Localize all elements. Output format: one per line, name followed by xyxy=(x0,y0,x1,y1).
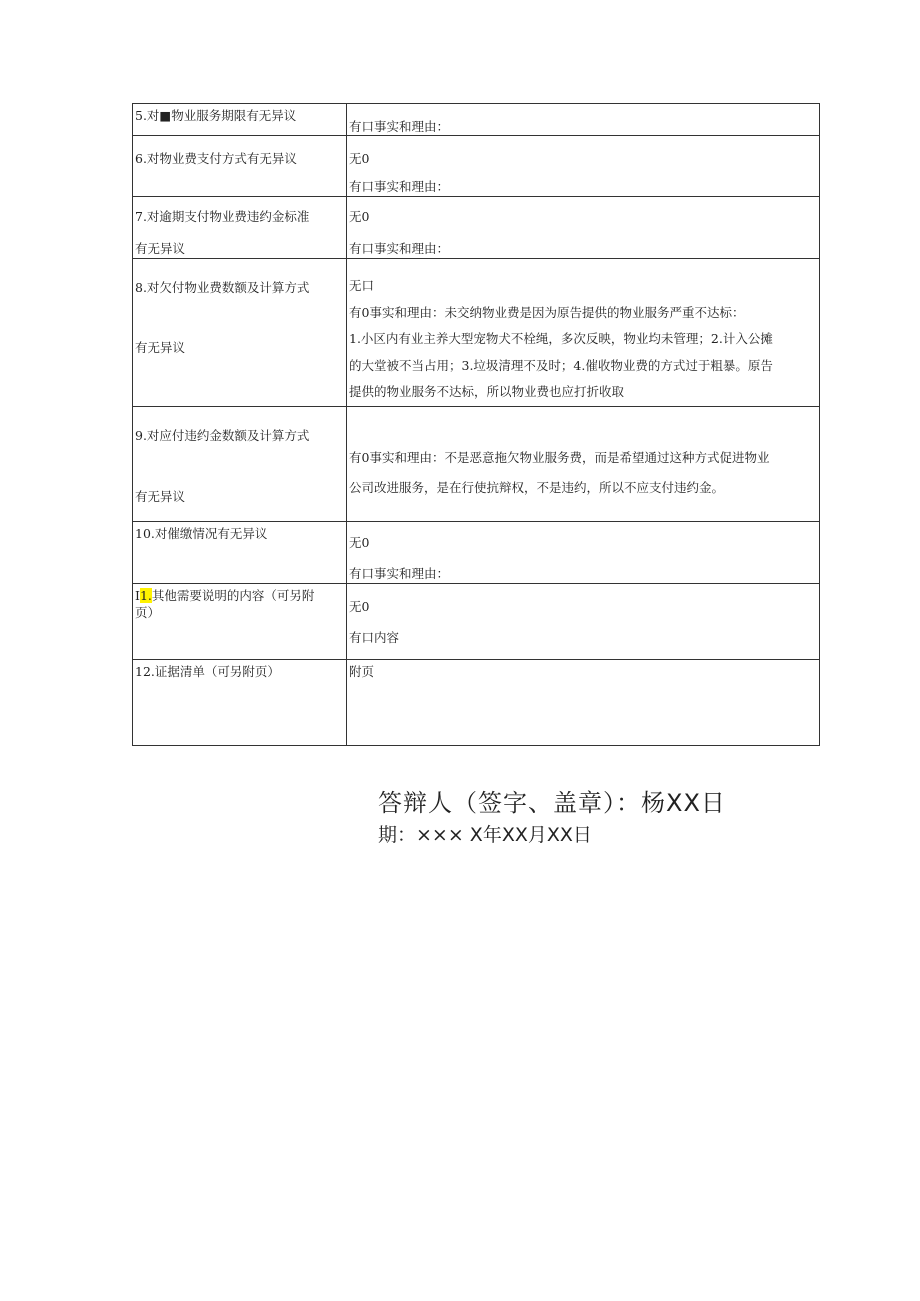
answer-text: 的大堂被不当占用；3.垃圾清理不及时；4.催收物业费的方式过于粗暴。原告 xyxy=(349,357,773,373)
question-prefix: I xyxy=(135,588,140,603)
question-text: 有无异议 xyxy=(135,340,186,355)
answer-cell xyxy=(347,136,820,197)
answer-cell xyxy=(347,104,820,136)
question-text: 10.对催缴情况有无异议 xyxy=(135,526,268,541)
table-row xyxy=(133,660,820,746)
question-cell xyxy=(133,522,347,584)
table-row xyxy=(133,584,820,660)
answer-text: 无0 xyxy=(349,535,370,550)
answer-text: 有口事实和理由： xyxy=(349,566,450,581)
answer-cell xyxy=(347,197,820,259)
answer-text: 有口内容 xyxy=(349,630,400,645)
question-text: 页） xyxy=(135,605,161,620)
answer-text: 1.小区内有业主养大型宠物犬不栓绳，多次反映，物业均未管理；2.计入公摊 xyxy=(349,331,773,346)
answer-cell xyxy=(347,660,820,746)
answer-text: 有口事实和理由： xyxy=(349,119,450,134)
answer-text: 有口事实和理由： xyxy=(349,241,450,256)
answer-cell xyxy=(347,259,820,407)
answer-text: 无0 xyxy=(349,151,370,166)
question-text: 9.对应付违约金数额及计算方式 xyxy=(135,428,310,443)
answer-text: 有0事实和理由：不是恶意拖欠物业服务费，而是希望通过这种方式促进物业 xyxy=(349,450,770,465)
table-row xyxy=(133,104,820,136)
answer-text: 有0事实和理由：未交纳物业费是因为原告提供的物业服务严重不达标： xyxy=(349,304,745,320)
question-text: 有无异议 xyxy=(135,489,186,504)
question-text: 有无异议 xyxy=(135,241,186,256)
question-cell xyxy=(133,136,347,197)
date-line: 期：××× X年XX月XX日 xyxy=(378,824,592,846)
question-rest: 其他需要说明的内容（可另附 xyxy=(151,588,315,603)
question-text: 12.证据清单（可另附页） xyxy=(135,664,280,679)
question-text: 7.对逾期支付物业费违约金标准 xyxy=(135,209,310,224)
table-row xyxy=(133,136,820,197)
answer-cell xyxy=(347,407,820,522)
question-text xyxy=(135,587,344,604)
signature-line: 答辩人（签字、盖章）：杨XX日 xyxy=(378,789,726,817)
table-row xyxy=(133,407,820,522)
highlighted-number: 1. xyxy=(139,588,152,603)
question-cell xyxy=(133,104,347,136)
question-cell xyxy=(133,584,347,660)
table-row xyxy=(133,259,820,407)
question-cell xyxy=(133,407,347,522)
question-cell xyxy=(133,660,347,746)
answer-text: 无0 xyxy=(349,599,370,614)
table-row xyxy=(133,197,820,259)
question-text: 5.对■物业服务期限有无异议 xyxy=(135,108,297,123)
answer-cell xyxy=(347,584,820,660)
answer-cell xyxy=(347,522,820,584)
answer-text: 无口 xyxy=(349,278,375,293)
answer-text: 无0 xyxy=(349,209,370,224)
answer-text: 公司改进服务，是在行使抗辩权，不是违约，所以不应支付违约金。 xyxy=(349,480,725,495)
question-cell xyxy=(133,259,347,407)
defense-form-table xyxy=(132,103,820,746)
question-cell xyxy=(133,197,347,259)
answer-text: 有口事实和理由： xyxy=(349,179,450,194)
answer-text: 提供的物业服务不达标，所以物业费也应打折收取 xyxy=(349,384,625,399)
table-row xyxy=(133,522,820,584)
question-text: 8.对欠付物业费数额及计算方式 xyxy=(135,280,310,295)
answer-text: 附页 xyxy=(349,664,375,679)
question-text: 6.对物业费支付方式有无异议 xyxy=(135,151,297,166)
